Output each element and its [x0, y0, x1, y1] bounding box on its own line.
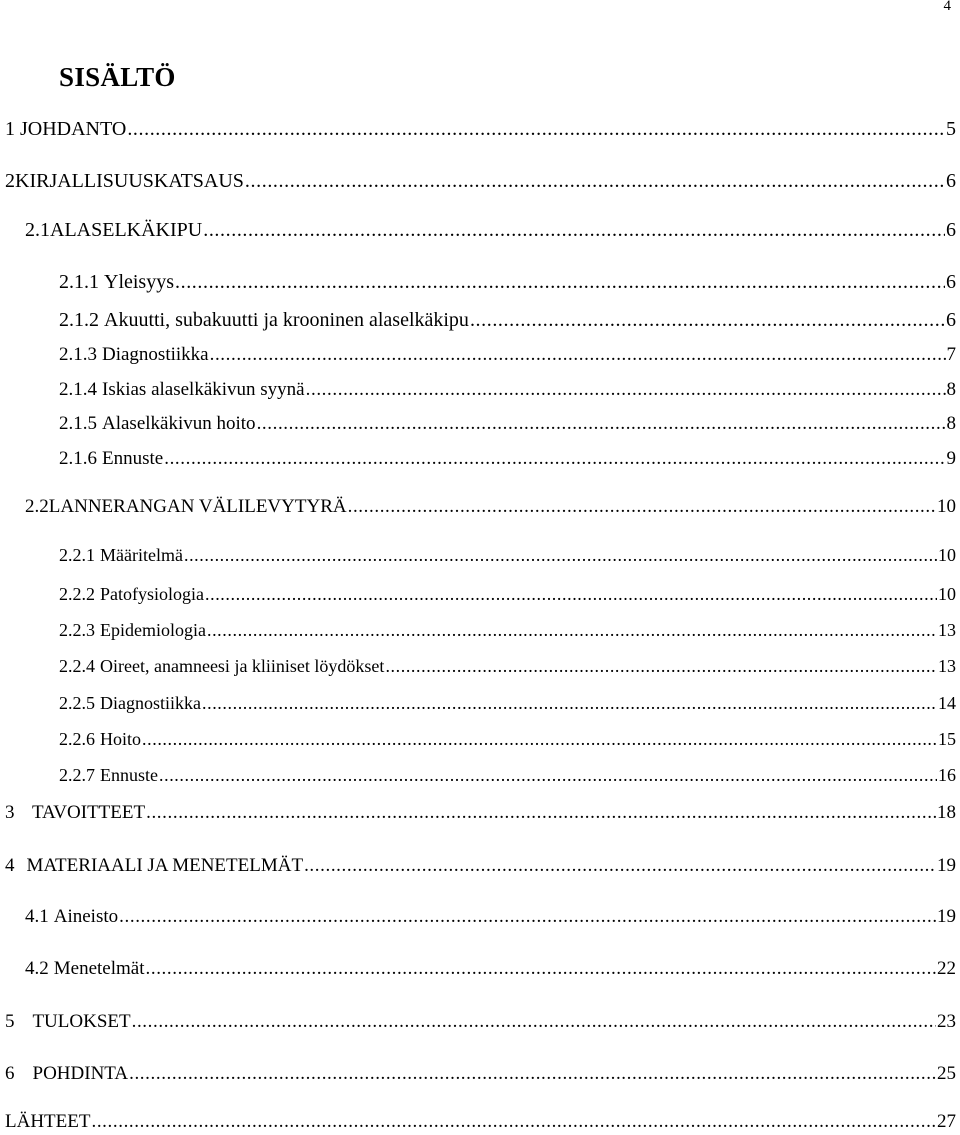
toc-entry-number: 6 [5, 1063, 15, 1084]
toc-entry-text: Hoito [100, 729, 142, 749]
toc-entry[interactable] [25, 906, 956, 930]
toc-entry-page: 10 [937, 496, 956, 517]
toc-entry[interactable] [59, 584, 956, 608]
toc-entry-page: 8 [946, 379, 956, 400]
toc-entry-text: TAVOITTEET [31, 802, 146, 823]
toc-leader-dots [304, 855, 936, 877]
toc-entry-page: 10 [938, 584, 956, 604]
toc-entry-page: 6 [946, 271, 956, 293]
toc-leader-dots [385, 656, 937, 677]
toc-leader-dots [245, 170, 945, 193]
toc-entry-number: 3 [5, 802, 15, 823]
toc-leader-dots [129, 1063, 936, 1085]
toc-entry-text: KIRJALLISUUSKATSAUS [15, 170, 244, 192]
toc-entry-page: 14 [938, 693, 956, 713]
toc-entry-number: 2.2.1 [59, 545, 95, 565]
toc-entry-page: 19 [937, 855, 956, 876]
toc-leader-dots [175, 271, 945, 294]
toc-leader-dots [119, 906, 936, 928]
toc-leader-dots [184, 545, 937, 566]
toc-entry-page: 18 [937, 802, 956, 823]
toc-entry-text: ALASELKÄKIPU [50, 219, 203, 241]
toc-entry-page: 19 [937, 906, 956, 927]
toc-leader-dots [127, 118, 945, 141]
toc-entry-number: 1 [5, 118, 15, 140]
toc-entry-number: 2.1.4 [59, 379, 97, 400]
toc-leader-dots [210, 344, 946, 366]
toc-entry[interactable] [5, 855, 956, 879]
toc-entry-text: Menetelmät [53, 958, 145, 979]
toc-entry[interactable] [59, 413, 956, 437]
toc-entry[interactable] [59, 729, 956, 753]
toc-entry[interactable] [59, 448, 956, 472]
toc-entry-page: 22 [937, 958, 956, 979]
toc-leader-dots [205, 584, 937, 605]
toc-leader-dots [146, 958, 937, 980]
toc-entry-page: 6 [946, 309, 956, 331]
toc-entry-text: Diagnostiikka [102, 344, 209, 365]
toc-entry[interactable] [25, 496, 956, 520]
toc-entry-number: 2.1 [25, 219, 50, 241]
toc-entry-page: 10 [938, 545, 956, 565]
toc-entry[interactable] [25, 219, 956, 243]
toc-entry-number: 2.1.3 [59, 344, 97, 365]
toc-entry[interactable] [5, 1063, 956, 1087]
toc-entry-page: 27 [937, 1111, 956, 1132]
toc-entry-text: Alaselkäkivun hoito [102, 413, 256, 434]
toc-entry-text: Oireet, anamneesi ja kliiniset löydökset [100, 656, 385, 676]
toc-entry-number: 2.1.6 [59, 448, 97, 469]
toc-entry-number: 2.2.6 [59, 729, 95, 749]
toc-entry-text: Akuutti, subakuutti ja krooninen alaselkäkipu [104, 309, 469, 331]
toc-entry-number: 2.2.7 [59, 765, 95, 785]
toc-entry-text: JOHDANTO [20, 118, 127, 140]
toc-entry[interactable] [59, 379, 956, 403]
toc-entry[interactable] [25, 958, 956, 982]
toc-entry-text: Ennuste [102, 448, 164, 469]
toc-leader-dots [202, 693, 937, 714]
toc-entry-number: 4.2 [25, 958, 49, 979]
toc-entry-text: Epidemiologia [100, 620, 206, 640]
toc-entry-text: Diagnostiikka [100, 693, 201, 713]
toc-entry-page: 13 [938, 656, 956, 676]
page-number: 4 [943, 0, 951, 14]
toc-entry-text: POHDINTA [32, 1063, 129, 1084]
toc-entry-page: 6 [946, 170, 956, 192]
toc-leader-dots [132, 1011, 936, 1033]
toc-entry[interactable] [59, 309, 956, 333]
toc-leader-dots [203, 219, 945, 242]
toc-entry[interactable] [59, 271, 956, 295]
toc-entry-text: Patofysiologia [100, 584, 204, 604]
toc-leader-dots [146, 802, 936, 824]
toc-entry-number: 2.1.1 [59, 271, 99, 293]
toc-entry[interactable] [59, 545, 956, 569]
toc-entry-number: 2.2.4 [59, 656, 95, 676]
toc-entry-page: 25 [937, 1063, 956, 1084]
toc-leader-dots [257, 413, 946, 435]
toc-entry-page: 8 [946, 413, 956, 434]
page-title: SISÄLTÖ [59, 62, 176, 92]
toc-entry-text: Määritelmä [100, 545, 183, 565]
toc-entry-text: LANNERANGAN VÄLILEVYTYRÄ [48, 496, 347, 517]
toc-leader-dots [142, 729, 937, 750]
toc-entry[interactable] [59, 765, 956, 789]
toc-entry[interactable] [59, 656, 956, 680]
toc-entry-text: LÄHTEET [5, 1111, 91, 1132]
toc-entry-number: 2.1.5 [59, 413, 97, 434]
toc-entry-text: Iskias alaselkäkivun syynä [102, 379, 305, 400]
toc-leader-dots [159, 765, 937, 786]
toc-entry-number: 2 [5, 170, 15, 192]
toc-entry-text: MATERIAALI JA MENETELMÄT [26, 855, 304, 876]
toc-entry-number: 4.1 [25, 906, 49, 927]
toc-entry-text: Aineisto [53, 906, 119, 927]
toc-entry[interactable] [5, 1111, 956, 1135]
toc-entry[interactable] [59, 693, 956, 717]
toc-entry-page: 5 [946, 118, 956, 140]
toc-entry-number: 5 [5, 1011, 15, 1032]
toc-leader-dots [207, 620, 937, 641]
toc-leader-dots [306, 379, 946, 401]
toc-leader-dots [91, 1111, 936, 1133]
toc-entry-number: 2.2 [25, 496, 49, 517]
toc-entry-page: 16 [938, 765, 956, 785]
toc-leader-dots [470, 309, 945, 332]
toc-entry-text: TULOKSET [32, 1011, 131, 1032]
toc-leader-dots [164, 448, 945, 470]
toc-entry[interactable] [5, 170, 956, 194]
toc-entry-page: 9 [946, 448, 956, 469]
toc-entry-page: 6 [946, 219, 956, 241]
toc-leader-dots [348, 496, 936, 518]
toc-entry-page: 23 [937, 1011, 956, 1032]
toc-entry-number: 2.2.5 [59, 693, 95, 713]
toc-entry[interactable] [5, 118, 956, 142]
toc-entry-page: 13 [938, 620, 956, 640]
toc-entry[interactable] [59, 344, 956, 368]
toc-entry-page: 15 [938, 729, 956, 749]
toc-entry-number: 2.1.2 [59, 309, 99, 331]
toc-entry[interactable] [5, 1011, 956, 1035]
toc-entry-text: Ennuste [100, 765, 158, 785]
toc-entry-number: 2.2.2 [59, 584, 95, 604]
toc-entry-page: 7 [946, 344, 956, 365]
toc-entry-text: Yleisyys [104, 271, 174, 293]
toc-entry[interactable] [5, 802, 956, 826]
toc-entry-number: 4 [5, 855, 15, 876]
toc-entry[interactable] [59, 620, 956, 644]
toc-entry-number: 2.2.3 [59, 620, 95, 640]
